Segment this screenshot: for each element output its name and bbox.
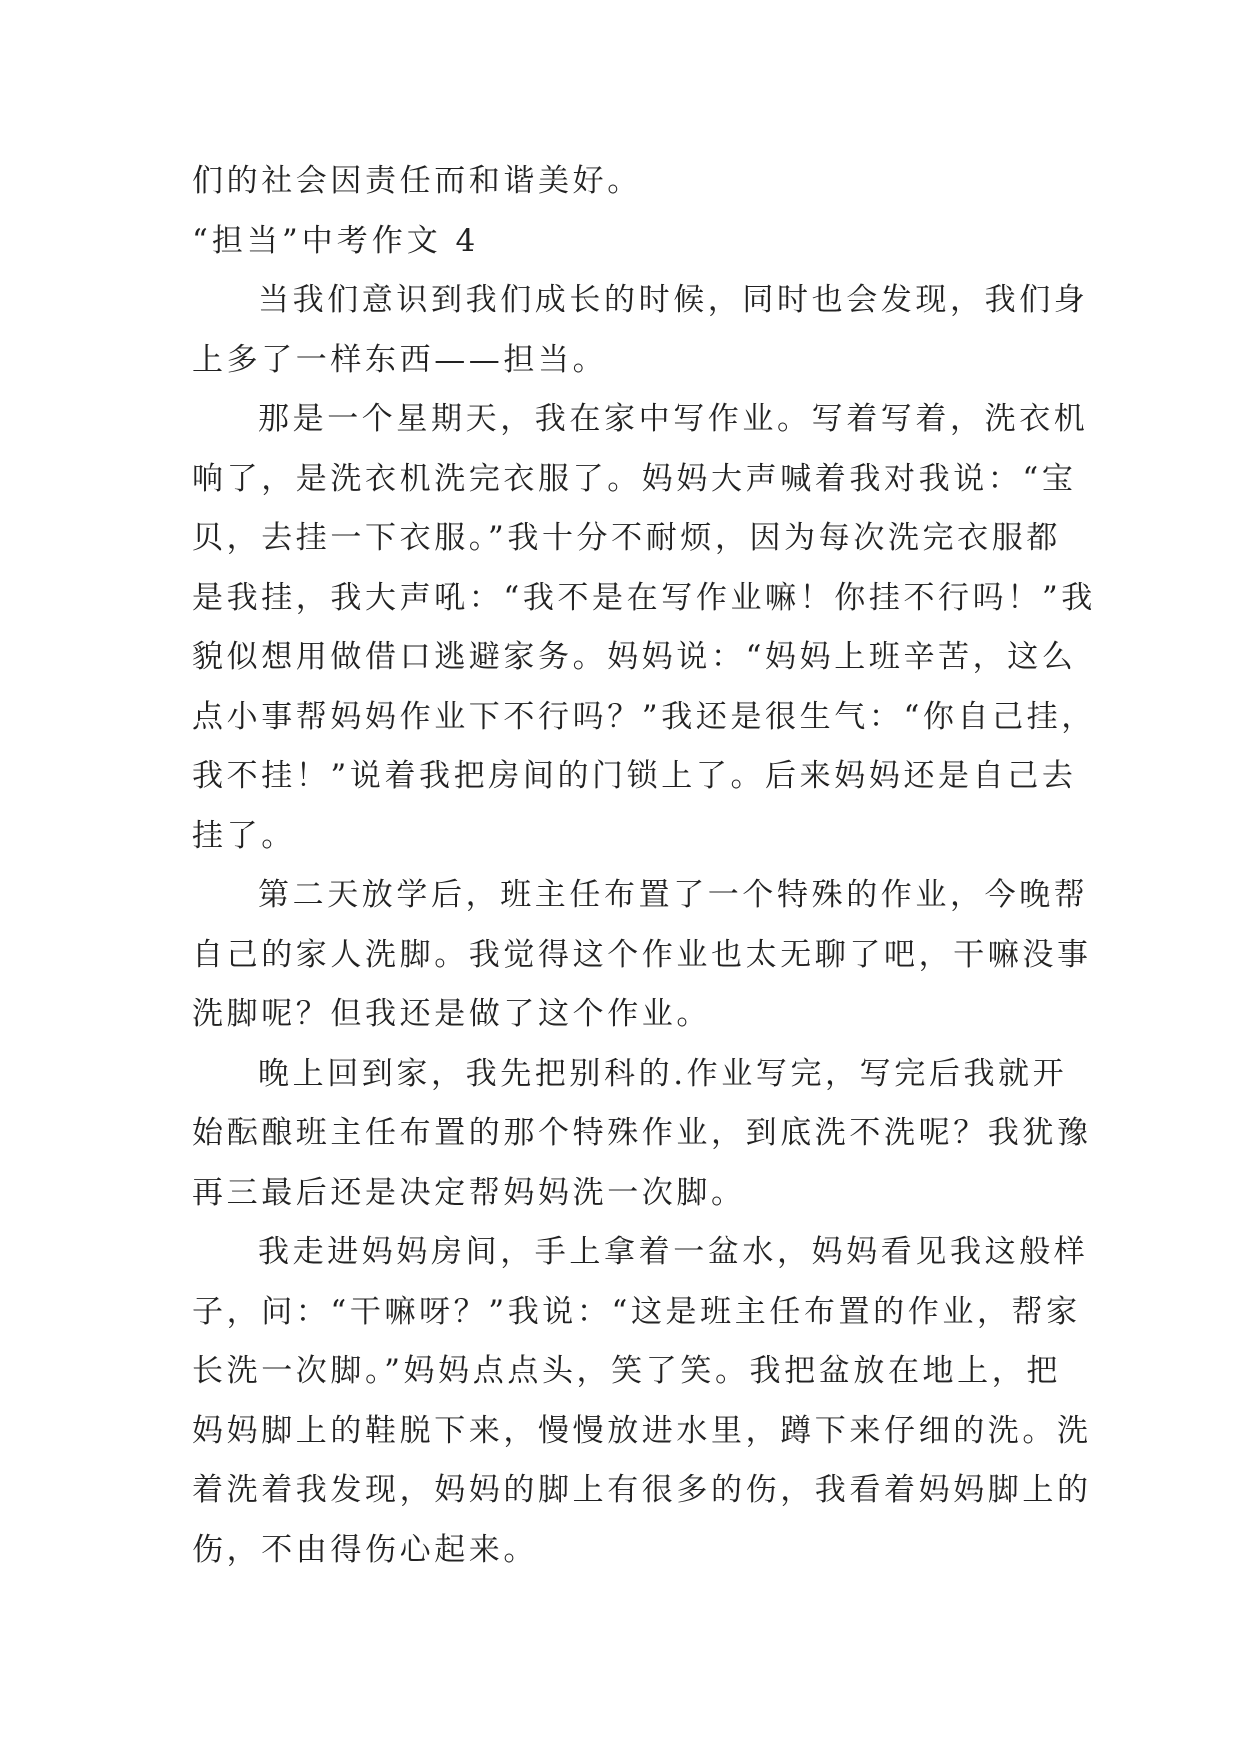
essay-body	[192, 152, 1096, 1580]
text-line: 洗脚呢？但我还是做了这个作业。	[192, 996, 711, 1032]
text-line: 自己的家人洗脚。我觉得这个作业也太无聊了吧，干嘛没事	[192, 936, 1092, 973]
text-line: 们的社会因责任而和谐美好。	[192, 163, 642, 199]
paragraph	[192, 1045, 1092, 1224]
paragraph	[192, 390, 1096, 866]
text-line: 挂了。	[192, 817, 296, 854]
paragraph-continuation	[192, 152, 1060, 212]
text-line: 晚上回到家，我先把别科的.作业写完，写完后我就开	[258, 1055, 1068, 1092]
text-line: 当我们意识到我们成长的时候，同时也会发现，我们身	[258, 282, 1089, 318]
text-line: 始酝酿班主任布置的那个特殊作业，到底洗不洗呢？我犹豫	[192, 1115, 1092, 1151]
paragraph	[192, 866, 1092, 1045]
essay-title-text: “担当”中考作文 4	[192, 222, 480, 259]
text-line: 那是一个星期天，我在家中写作业。写着写着，洗衣机	[258, 401, 1089, 437]
paragraph	[192, 271, 1089, 390]
text-line: 上多了一样东西——担当。	[192, 341, 608, 378]
essay-title	[192, 212, 1060, 272]
text-line: 再三最后还是决定帮妈妈洗一次脚。	[192, 1174, 746, 1211]
text-line: 贝，去挂一下衣服。”我十分不耐烦，因为每次洗完衣服都	[192, 520, 1061, 556]
text-line: 伤，不由得伤心起来。	[192, 1531, 538, 1568]
text-line: 第二天放学后，班主任布置了一个特殊的作业，今晚帮	[258, 877, 1089, 913]
text-line: 貌似想用做借口逃避家务。妈妈说：“妈妈上班辛苦，这么	[192, 639, 1077, 675]
paragraph	[192, 1223, 1092, 1580]
text-line: 点小事帮妈妈作业下不行吗？”我还是很生气：“你自己挂，	[192, 698, 1096, 735]
text-line: 我不挂！”说着我把房间的门锁上了。后来妈妈还是自己去	[192, 758, 1077, 794]
text-line: 着洗着我发现，妈妈的脚上有很多的伤，我看着妈妈脚上的	[192, 1472, 1092, 1508]
text-line: 响了，是洗衣机洗完衣服了。妈妈大声喊着我对我说：“宝	[192, 460, 1077, 497]
text-line: 妈妈脚上的鞋脱下来，慢慢放进水里，蹲下来仔细的洗。洗	[192, 1412, 1092, 1449]
text-line: 我走进妈妈房间，手上拿着一盆水，妈妈看见我这般样	[258, 1234, 1089, 1270]
text-line: 长洗一次脚。”妈妈点点头，笑了笑。我把盆放在地上，把	[192, 1353, 1061, 1389]
text-line: 是我挂，我大声吼：“我不是在写作业嘛！你挂不行吗！”我	[192, 579, 1096, 616]
text-line: 子，问：“干嘛呀？”我说：“这是班主任布置的作业，帮家	[192, 1293, 1081, 1330]
